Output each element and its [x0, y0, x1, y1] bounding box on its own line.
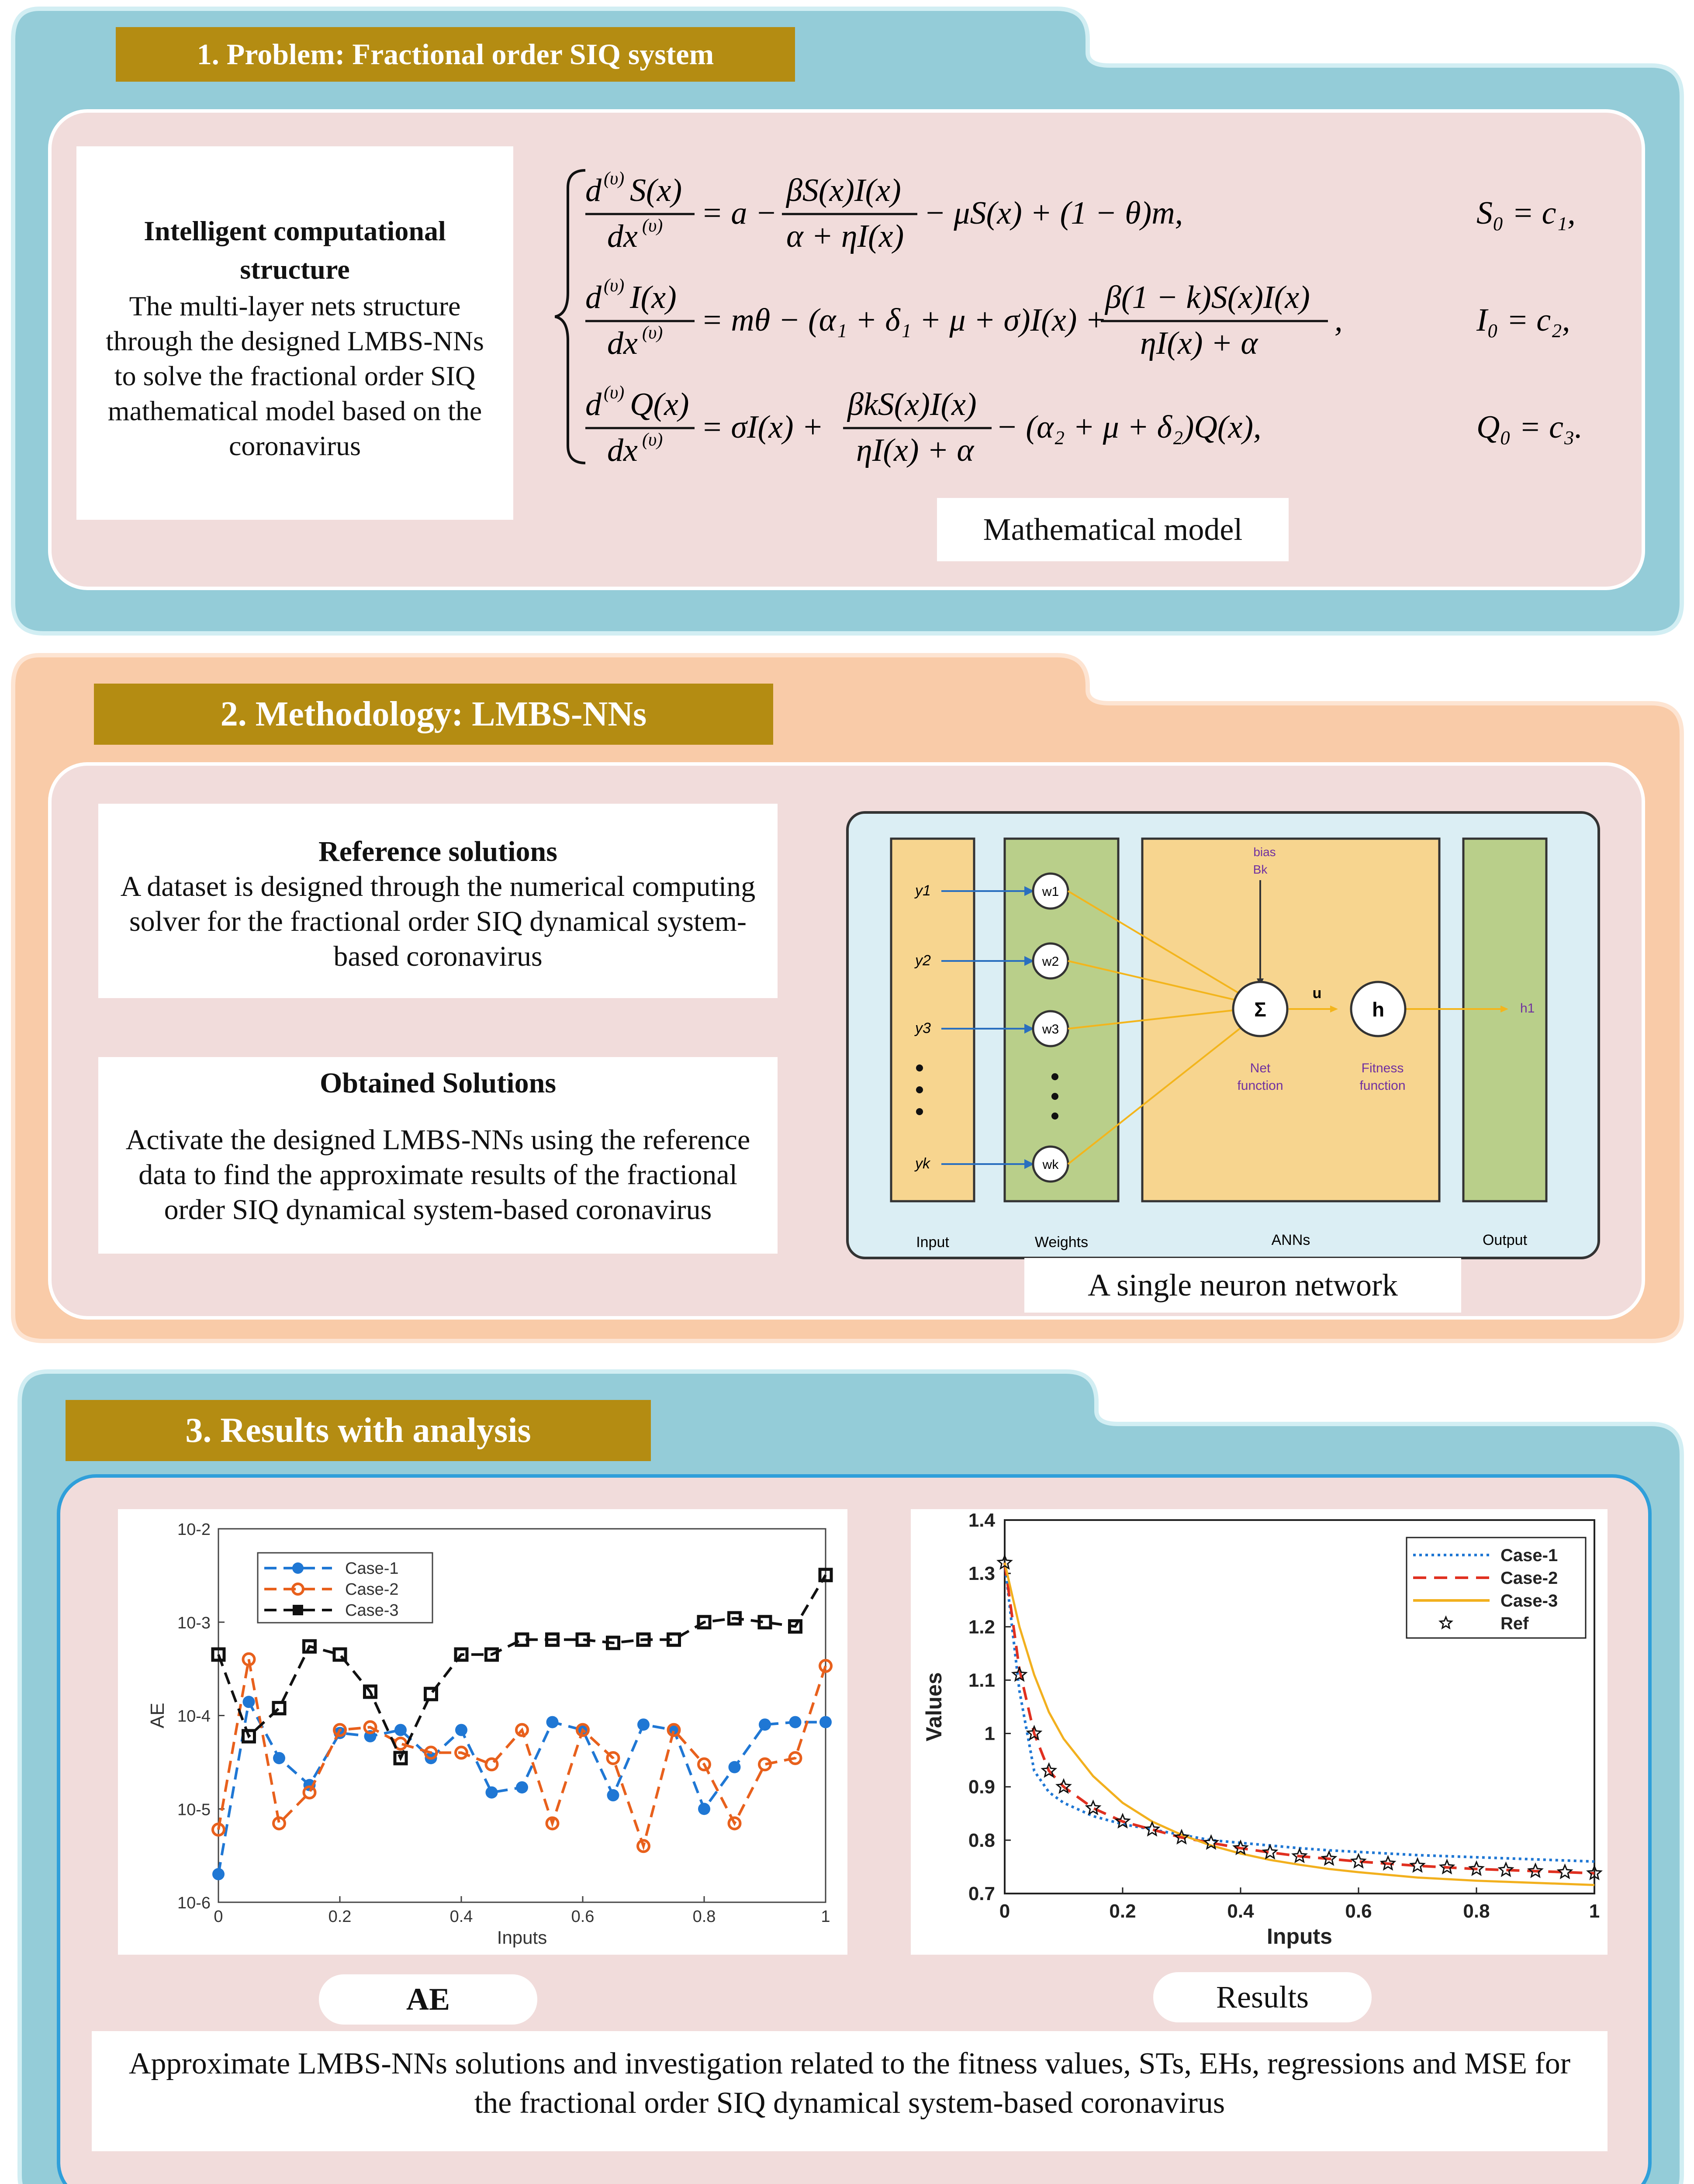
results-legend-label: Case-3 — [1500, 1591, 1558, 1610]
results-y-tick-label: 1.1 — [968, 1669, 995, 1691]
column-output: Output — [1482, 1232, 1528, 1248]
svg-text:− μS(x) + (1 − θ)m,: − μS(x) + (1 − θ)m, — [924, 195, 1183, 231]
svg-text:dx: dx — [607, 218, 638, 254]
net-function-label: Net — [1250, 1061, 1271, 1075]
bias-label: bias — [1253, 845, 1276, 859]
ae-x-tick-label: 0 — [214, 1908, 223, 1926]
obtained-solutions-box — [98, 1057, 778, 1254]
ae-y-tick-label: 10-4 — [177, 1707, 211, 1726]
ae-x-tick-label: 0.2 — [328, 1908, 352, 1926]
ae-point — [546, 1716, 559, 1728]
siq-equations — [555, 153, 1594, 480]
svg-text:d: d — [585, 387, 602, 422]
ae-point — [516, 1781, 528, 1794]
fitness-function-label: Fitness — [1361, 1061, 1404, 1075]
input-yk: yk — [915, 1155, 930, 1172]
weight-wk: wk — [1042, 1158, 1059, 1172]
ae-point — [698, 1803, 710, 1815]
results-y-tick-label: 0.8 — [968, 1829, 995, 1851]
svg-text:β(1 − k)S(x)I(x): β(1 − k)S(x)I(x) — [1105, 280, 1310, 315]
input-y1: y1 — [915, 882, 931, 899]
ae-point — [729, 1761, 741, 1773]
ae-point — [394, 1724, 407, 1736]
svg-text:(υ): (υ) — [604, 276, 625, 296]
equation-i — [585, 276, 1570, 361]
obtained-heading: Obtained Solutions — [319, 1067, 557, 1099]
results-legend-label: Case-1 — [1500, 1546, 1558, 1565]
results-y-tick-label: 1.3 — [968, 1563, 995, 1585]
svg-text:= σI(x) +: = σI(x) + — [701, 409, 824, 445]
ae-x-tick-label: 0.8 — [692, 1908, 716, 1926]
results-legend-label: Case-2 — [1500, 1569, 1558, 1588]
ae-legend-marker — [293, 1605, 303, 1615]
column-weights: Weights — [1034, 1234, 1089, 1251]
svg-text:d: d — [585, 280, 602, 315]
ae-legend-label: Case-3 — [345, 1601, 399, 1620]
ae-point — [455, 1724, 467, 1736]
input-y3: y3 — [915, 1020, 931, 1037]
results-y-tick-label: 1.4 — [968, 1510, 995, 1531]
ae-caption: AE — [319, 1974, 537, 2025]
obtained-body: Activate the designed LMBS-NNs using the reference data to find the approximate results of the fractional order SIQ dynamical system-based coronavirus — [125, 1124, 750, 1226]
output-column — [1463, 839, 1546, 1201]
reference-heading: Reference solutions — [318, 836, 557, 867]
ae-legend-marker — [292, 1562, 304, 1574]
results-legend-label: Ref — [1500, 1614, 1529, 1633]
ae-x-tick-label: 0.6 — [571, 1908, 595, 1926]
svg-text:dx: dx — [607, 325, 638, 361]
ae-x-tick-label: 1 — [821, 1908, 830, 1926]
weight-w1: w1 — [1042, 885, 1059, 899]
equation-s — [585, 169, 1576, 254]
svg-text:= a −: = a − — [701, 195, 777, 231]
ae-point — [607, 1789, 619, 1801]
equation-q — [585, 383, 1583, 468]
svg-text:S₀ = c₁,: S₀ = c₁, — [1476, 195, 1576, 231]
svg-text:S(x): S(x) — [630, 173, 682, 208]
svg-text:ηI(x) + α: ηI(x) + α — [856, 432, 974, 468]
input-column — [891, 839, 974, 1201]
ae-point — [759, 1718, 771, 1731]
svg-text:(υ): (υ) — [642, 216, 663, 236]
ae-point — [273, 1752, 285, 1764]
single-neuron-caption: A single neuron network — [1024, 1258, 1461, 1313]
weight-w3: w3 — [1042, 1022, 1059, 1037]
svg-text:ηI(x) + α: ηI(x) + α — [1140, 325, 1258, 361]
output-h1: h1 — [1520, 1001, 1535, 1016]
results-y-axis-label: Values — [922, 1672, 946, 1742]
svg-text:βkS(x)I(x): βkS(x)I(x) — [847, 387, 977, 422]
sum-symbol: Σ — [1254, 998, 1266, 1021]
fitness-function-label-2: function — [1359, 1078, 1406, 1093]
svg-text:(υ): (υ) — [604, 169, 625, 189]
svg-text:α + ηI(x): α + ηI(x) — [786, 218, 904, 254]
svg-text:Q(x): Q(x) — [630, 387, 689, 422]
svg-text:I₀ = c₂,: I₀ = c₂, — [1476, 302, 1570, 338]
ae-point — [637, 1718, 650, 1731]
ae-chart — [118, 1509, 847, 1955]
ae-x-axis-label: Inputs — [497, 1927, 547, 1948]
ae-y-tick-label: 10-5 — [177, 1800, 211, 1819]
results-summary — [92, 2031, 1608, 2151]
svg-text:I(x): I(x) — [630, 280, 677, 315]
svg-text:(υ): (υ) — [642, 430, 663, 450]
ae-legend-label: Case-2 — [345, 1580, 399, 1599]
ae-legend-label: Case-1 — [345, 1559, 399, 1578]
ae-y-tick-label: 10-6 — [177, 1894, 211, 1912]
column-input: Input — [916, 1234, 949, 1251]
results-y-tick-label: 1.2 — [968, 1616, 995, 1638]
h-symbol: h — [1372, 998, 1385, 1021]
ae-point — [212, 1868, 225, 1880]
structure-box — [76, 146, 513, 520]
section3-title: 3. Results with analysis — [66, 1400, 651, 1461]
svg-text:d: d — [585, 173, 602, 208]
results-y-tick-label: 1 — [984, 1723, 995, 1745]
ae-point — [819, 1716, 832, 1728]
results-x-tick-label: 0.4 — [1227, 1901, 1254, 1922]
reference-body: A dataset is designed through the numerical computing solver for the fractional order SIQ dynamical system-based coronavirus — [120, 871, 756, 972]
results-legend — [1407, 1538, 1586, 1638]
ae-y-tick-label: 10-3 — [177, 1614, 211, 1632]
svg-text:= mθ − (α₁ + δ₁ + μ + σ)I(x) +: = mθ − (α₁ + δ₁ + μ + σ)I(x) + — [701, 302, 1107, 338]
svg-text:(υ): (υ) — [604, 383, 625, 403]
results-x-tick-label: 0.2 — [1109, 1901, 1136, 1922]
svg-text:Q₀ = c₃.: Q₀ = c₃. — [1476, 409, 1583, 445]
results-x-tick-label: 0.8 — [1463, 1901, 1490, 1922]
u-label: u — [1312, 985, 1322, 1002]
net-function-label-2: function — [1237, 1078, 1283, 1093]
svg-text:,: , — [1334, 302, 1343, 338]
structure-body: The multi-layer nets structure through the designed LMBS-NNs to solve the fractional order SIQ mathematical model based on the coronavirus — [106, 290, 484, 461]
column-anns: ANNs — [1271, 1232, 1310, 1248]
results-summary-text: Approximate LMBS-NNs solutions and investigation related to the fitness values, STs, EHs, regressions and MSE for the fractional order SIQ dynamical system-based coronavirus — [128, 2047, 1571, 2120]
bias-symbol: Bk — [1253, 863, 1268, 876]
results-y-tick-label: 0.7 — [968, 1883, 995, 1904]
section1-title: 1. Problem: Fractional order SIQ system — [116, 27, 795, 82]
results-y-tick-label: 0.9 — [968, 1776, 995, 1798]
weight-w2: w2 — [1042, 954, 1059, 969]
ae-point — [486, 1787, 498, 1799]
ae-y-axis-label: AE — [147, 1703, 168, 1728]
svg-text:− (α₂ + μ + δ₂)Q(x),: − (α₂ + μ + δ₂)Q(x), — [996, 409, 1262, 445]
results-x-axis-label: Inputs — [1267, 1924, 1332, 1949]
svg-text:(υ): (υ) — [642, 323, 663, 343]
results-x-tick-label: 1 — [1589, 1901, 1600, 1922]
svg-text:dx: dx — [607, 432, 638, 468]
structure-heading: Intelligent computational structure — [144, 215, 446, 285]
ae-y-tick-label: 10-2 — [177, 1521, 211, 1539]
math-model-caption: Mathematical model — [937, 498, 1289, 561]
svg-text:βS(x)I(x): βS(x)I(x) — [786, 173, 901, 208]
ae-x-tick-label: 0.4 — [449, 1908, 473, 1926]
results-x-tick-label: 0.6 — [1345, 1901, 1372, 1922]
reference-solutions-box — [98, 804, 778, 998]
results-x-tick-label: 0 — [999, 1901, 1010, 1922]
results-chart — [911, 1509, 1608, 1955]
ae-point — [789, 1716, 802, 1728]
results-caption: Results — [1153, 1972, 1372, 2022]
section2-title: 2. Methodology: LMBS-NNs — [94, 684, 773, 745]
single-neuron-network-diagram — [845, 810, 1601, 1260]
ae-point — [243, 1696, 255, 1708]
input-y2: y2 — [915, 952, 931, 969]
